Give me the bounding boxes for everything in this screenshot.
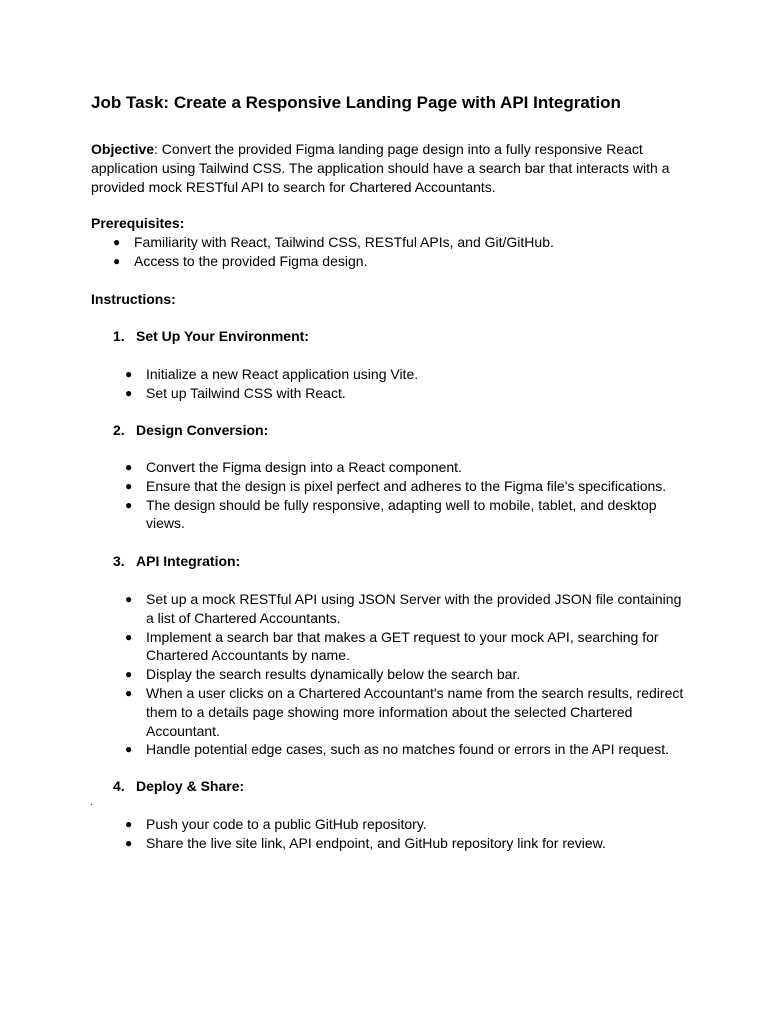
bullet-icon: ● bbox=[125, 667, 133, 682]
step-2-list bbox=[125, 458, 685, 533]
bullet-icon: ● bbox=[113, 253, 121, 268]
step-number: 4. bbox=[113, 778, 125, 794]
bullet-icon: ● bbox=[125, 742, 133, 757]
list-item-text: When a user clicks on a Chartered Accountant's name from the search results, redirect them to a details page showing more information about the selected Chartered Accountant. bbox=[146, 684, 684, 739]
bullet-icon: ● bbox=[125, 685, 133, 700]
list-item-text: Implement a search bar that makes a GET request to your mock API, searching for Chartered Accountants by name. bbox=[146, 628, 659, 664]
objective-paragraph bbox=[91, 140, 691, 197]
list-item bbox=[125, 684, 685, 740]
bullet-icon: ● bbox=[125, 835, 133, 850]
list-item-text: Share the live site link, API endpoint, and GitHub repository link for review. bbox=[146, 834, 606, 851]
list-item bbox=[125, 458, 685, 477]
step-title: Set Up Your Environment: bbox=[136, 328, 309, 344]
objective-label: Objective bbox=[91, 141, 155, 157]
step-number: 2. bbox=[113, 422, 125, 438]
list-item bbox=[113, 252, 673, 271]
list-item-text: Handle potential edge cases, such as no matches found or errors in the API request. bbox=[146, 741, 669, 758]
bullet-icon: ● bbox=[113, 235, 121, 249]
list-item bbox=[125, 496, 685, 534]
list-item bbox=[125, 477, 685, 496]
step-number: 1. bbox=[113, 328, 125, 344]
list-item-text: The design should be fully responsive, adapting well to mobile, tablet, and desktop views. bbox=[146, 496, 657, 532]
step-3-heading bbox=[113, 552, 240, 571]
list-item bbox=[125, 740, 685, 759]
bullet-icon: ● bbox=[125, 592, 133, 606]
step-2-heading bbox=[113, 421, 268, 440]
step-1-list bbox=[125, 365, 685, 403]
bullet-icon: ● bbox=[125, 497, 133, 512]
list-item bbox=[125, 628, 685, 666]
step-1-heading bbox=[113, 327, 309, 346]
bullet-icon: ● bbox=[125, 817, 133, 831]
list-item bbox=[125, 834, 685, 853]
list-item-text: Set up a mock RESTful API using JSON Server with the provided JSON file containing a list of Chartered Accountants. bbox=[146, 591, 682, 626]
step-3-list bbox=[125, 590, 685, 759]
list-item-text: Push your code to a public GitHub repository. bbox=[146, 816, 427, 832]
list-item-text: Convert the Figma design into a React component. bbox=[146, 459, 462, 475]
objective-text: : Convert the provided Figma landing page design into a fully responsive React application using Tailwind CSS. The application should have a search bar that interacts with a provided mock RESTful API to search for Chartered Accountants. bbox=[91, 141, 670, 195]
prerequisites-list bbox=[113, 233, 673, 271]
bullet-icon: ● bbox=[125, 478, 133, 493]
step-title: API Integration: bbox=[136, 553, 241, 569]
list-item bbox=[125, 815, 685, 834]
step-4-heading bbox=[113, 777, 244, 796]
stray-mark: . bbox=[90, 797, 93, 808]
list-item-text: Access to the provided Figma design. bbox=[134, 252, 368, 269]
bullet-icon: ● bbox=[125, 460, 133, 474]
list-item-text: Set up Tailwind CSS with React. bbox=[146, 384, 346, 401]
bullet-icon: ● bbox=[125, 629, 133, 644]
step-title: Design Conversion: bbox=[136, 422, 269, 438]
list-item bbox=[125, 590, 685, 628]
list-item bbox=[125, 665, 685, 684]
list-item bbox=[113, 233, 673, 252]
step-number: 3. bbox=[113, 553, 125, 569]
list-item bbox=[125, 384, 685, 403]
list-item-text: Familiarity with React, Tailwind CSS, RESTful APIs, and Git/GitHub. bbox=[134, 234, 554, 250]
list-item-text: Initialize a new React application using Vite. bbox=[146, 366, 419, 382]
bullet-icon: ● bbox=[125, 385, 133, 400]
step-4-list bbox=[125, 815, 685, 853]
bullet-icon: ● bbox=[125, 367, 133, 381]
list-item-text: Ensure that the design is pixel perfect and adheres to the Figma file's specifications. bbox=[146, 477, 667, 494]
list-item-text: Display the search results dynamically below the search bar. bbox=[146, 666, 521, 683]
instructions-heading: Instructions: bbox=[91, 291, 176, 307]
step-title: Deploy & Share: bbox=[136, 778, 245, 794]
list-item bbox=[125, 365, 685, 384]
document-title: Job Task: Create a Responsive Landing Page with API Integration bbox=[91, 93, 621, 112]
prerequisites-heading: Prerequisites: bbox=[91, 215, 185, 231]
